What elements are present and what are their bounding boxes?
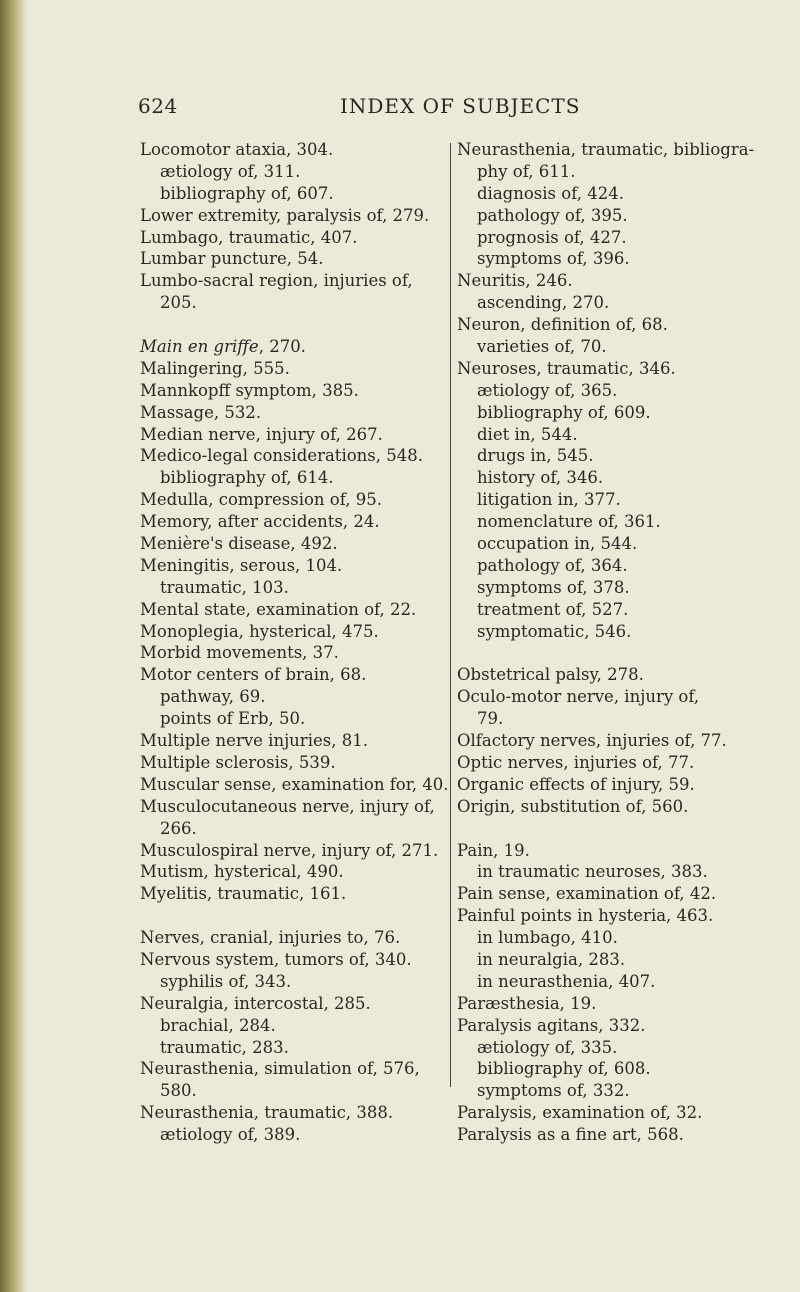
index-entry: Monoplegia, hysterical, 475.: [140, 621, 379, 641]
section-gap: [457, 642, 767, 664]
index-entry: Lumbo-sacral region, injuries of,: [140, 271, 413, 291]
index-entry: Malingering, 555.: [140, 358, 290, 378]
index-entry: Oculo-motor nerve, injury of,: [457, 687, 700, 707]
index-subentry: occupation in, 544.: [477, 534, 638, 554]
index-subentry: symptomatic, 546.: [477, 621, 632, 641]
index-entry: Mutism, hysterical, 490.: [140, 862, 344, 882]
index-entry: Optic nerves, injuries of, 77.: [457, 752, 695, 772]
index-subentry: prognosis of, 427.: [477, 227, 627, 247]
index-subentry: ætiology of, 365.: [477, 380, 618, 400]
index-entry: Medico-legal considerations, 548.: [140, 446, 423, 466]
index-entry-continuation: 580.: [160, 1081, 197, 1101]
index-entry: Memory, after accidents, 24.: [140, 512, 380, 532]
index-entry: Neurasthenia, traumatic, 388.: [140, 1103, 394, 1123]
index-entry: Median nerve, injury of, 267.: [140, 424, 383, 444]
index-entry-continuation: 79.: [477, 709, 504, 729]
index-entry: Myelitis, traumatic, 161.: [140, 884, 347, 904]
index-column-left: [140, 139, 449, 1146]
index-entry: Nerves, cranial, injuries to, 76.: [140, 928, 401, 948]
index-entry: [140, 336, 440, 358]
index-entry: Neuralgia, intercostal, 285.: [140, 993, 371, 1013]
index-entry: Multiple nerve injuries, 81.: [140, 731, 368, 751]
page-number: 624: [138, 94, 178, 118]
index-subentry: bibliography of, 608.: [477, 1059, 651, 1079]
running-title: INDEX OF SUBJECTS: [340, 94, 581, 118]
index-entry: Pain sense, examination of, 42.: [457, 884, 717, 904]
index-entry: Lower extremity, paralysis of, 279.: [140, 205, 430, 225]
index-subentry: nomenclature of, 361.: [477, 512, 661, 532]
index-entry: Mannkopff symptom, 385.: [140, 380, 359, 400]
index-subentry: traumatic, 283.: [160, 1037, 289, 1057]
index-entry: Paralysis agitans, 332.: [457, 1015, 646, 1035]
index-entry: Paralysis, examination of, 32.: [457, 1103, 703, 1123]
index-subentry: symptoms of, 378.: [477, 577, 630, 597]
book-binding-edge: [0, 0, 26, 1292]
index-subentry: varieties of, 70.: [477, 337, 607, 357]
index-subentry: in neuralgia, 283.: [477, 949, 626, 969]
index-entry: Neuroses, traumatic, 346.: [457, 358, 676, 378]
index-subentry: pathology of, 395.: [477, 205, 628, 225]
index-entry: Musculospiral nerve, injury of, 271.: [140, 840, 439, 860]
index-entry-continuation: phy of, 611.: [477, 161, 576, 181]
index-entry: Meningitis, serous, 104.: [140, 555, 343, 575]
index-entry: Nervous system, tumors of, 340.: [140, 949, 412, 969]
index-subentry: history of, 346.: [477, 468, 604, 488]
index-subentry: litigation in, 377.: [477, 490, 621, 510]
index-entry: Neuron, definition of, 68.: [457, 315, 668, 335]
index-subentry: brachial, 284.: [160, 1015, 276, 1035]
index-entry: Motor centers of brain, 68.: [140, 665, 367, 685]
index-subentry: in traumatic neuroses, 383.: [477, 862, 708, 882]
index-subentry: traumatic, 103.: [160, 577, 289, 597]
index-entry: Neurasthenia, traumatic, bibliogra-: [457, 140, 755, 159]
index-entry: Neuritis, 246.: [457, 271, 573, 291]
index-subentry: in lumbago, 410.: [477, 928, 618, 948]
index-subentry: ætiology of, 335.: [477, 1037, 618, 1057]
index-entry: Neurasthenia, simulation of, 576,: [140, 1059, 420, 1079]
index-subentry: in neurasthenia, 407.: [477, 971, 656, 991]
index-subentry: pathway, 69.: [160, 687, 266, 707]
index-entry: Lumbar puncture, 54.: [140, 249, 324, 269]
index-subentry: syphilis of, 343.: [160, 971, 292, 991]
index-subentry: treatment of, 527.: [477, 599, 629, 619]
index-entry-italic-term: Main en griffe: [140, 337, 259, 357]
index-entry-page-ref: , 270.: [258, 337, 306, 357]
column-divider: [450, 143, 451, 1087]
index-entry: Origin, substitution of, 560.: [457, 796, 689, 816]
index-entry: Paralysis as a fine art, 568.: [457, 1125, 684, 1145]
index-column-right: [457, 139, 767, 1146]
index-entry: Painful points in hysteria, 463.: [457, 906, 714, 926]
index-subentry: bibliography of, 607.: [160, 183, 334, 203]
index-entry: Organic effects of injury, 59.: [457, 774, 695, 794]
index-subentry: diet in, 544.: [477, 424, 578, 444]
section-gap: [457, 818, 767, 840]
section-gap: [140, 314, 440, 336]
index-entry: Musculocutaneous nerve, injury of,: [140, 796, 435, 816]
index-entry: Lumbago, traumatic, 407.: [140, 227, 358, 247]
index-entry: Menière's disease, 492.: [140, 534, 338, 554]
index-subentry: ætiology of, 389.: [160, 1125, 301, 1145]
page-header: [0, 94, 800, 124]
index-entry: Mental state, examination of, 22.: [140, 599, 417, 619]
index-subentry: ascending, 270.: [477, 293, 610, 313]
index-entry: Muscular sense, examination for, 40.: [140, 774, 449, 794]
index-subentry: ætiology of, 311.: [160, 161, 301, 181]
index-subentry: drugs in, 545.: [477, 446, 594, 466]
index-entry: Obstetrical palsy, 278.: [457, 665, 644, 685]
index-subentry: pathology of, 364.: [477, 555, 628, 575]
index-entry: Morbid movements, 37.: [140, 643, 339, 663]
index-entry: Olfactory nerves, injuries of, 77.: [457, 731, 727, 751]
index-subentry: diagnosis of, 424.: [477, 183, 624, 203]
index-entry: Locomotor ataxia, 304.: [140, 140, 334, 159]
index-subentry: points of Erb, 50.: [160, 709, 306, 729]
index-entry-continuation: 205.: [160, 293, 197, 313]
index-entry: Multiple sclerosis, 539.: [140, 752, 336, 772]
index-subentry: symptoms of, 332.: [477, 1081, 630, 1101]
index-entry: Medulla, compression of, 95.: [140, 490, 382, 510]
index-subentry: bibliography of, 614.: [160, 468, 334, 488]
section-gap: [140, 905, 440, 927]
index-subentry: symptoms of, 396.: [477, 249, 630, 269]
index-entry: Paræsthesia, 19.: [457, 993, 597, 1013]
index-entry: Massage, 532.: [140, 402, 262, 422]
index-entry-continuation: 266.: [160, 818, 197, 838]
index-subentry: bibliography of, 609.: [477, 402, 651, 422]
index-entry: Pain, 19.: [457, 840, 530, 860]
